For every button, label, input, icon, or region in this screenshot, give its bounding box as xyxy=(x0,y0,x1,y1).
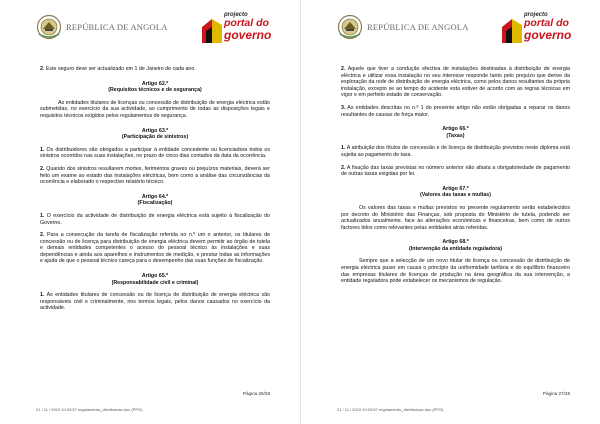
paragraph-text: As entidades titulares de licenças ou concessão de distribuição de energia eléctrica estão submetidas, no exercício da sua actividade, ao cumprimento de todas as disposições legais e requisitos técnicos exigidos pelos regulamentos de segurança. xyxy=(40,99,270,119)
republic-title: REPÚBLICA DE ANGOLA xyxy=(66,22,168,32)
paragraph xyxy=(341,205,570,231)
paragraph-text: Quando dos sinistros resultarem mortes, ferimentos graves ou prejuízos materiais, deverá ser feito um exame ao estado das instalações eléctricas, bem como a análise das circunstâncias da ocorrência e elaborado o respectivo relatório técnico. xyxy=(40,165,270,186)
paragraph xyxy=(40,66,270,73)
article-heading xyxy=(40,81,270,94)
article-title: (Participação de sinistros) xyxy=(121,134,189,141)
page-number: Página 27/28 xyxy=(542,391,570,396)
article-heading xyxy=(40,273,270,286)
paragraph-number: 1. xyxy=(341,145,346,152)
paragraph-text: Os distribuidores são obrigados a participar à entidade concedente ou licenciadora todos os sinistros ocorridos nas suas instalações, no prazo de cinco dias contados da data da ocorrência. xyxy=(40,146,270,160)
article-number: Artigo 68.º xyxy=(442,239,469,246)
article-heading xyxy=(341,239,570,252)
article-title: (Intervenção da entidade reguladora) xyxy=(408,245,502,252)
paragraph xyxy=(40,292,270,312)
paragraph-text: Sempre que a selecção de um novo titular de licença ou concessão de distribuição de energia eléctrica puser em causa o princípio da uniformidade tarifária e do equilíbrio financeiro das empresas titulares de licenças de produção na área geográfica da sua intervenção, a entidade reguladora pode estabelecer os mecanismos de regulação. xyxy=(341,258,570,285)
paragraph-text: O exercício da actividade de distribuição de energia eléctrica está sujeito à fiscalização do Governo. xyxy=(40,212,270,226)
document-footer: 21 / 11 / 2010 10:03:57 regulamento_distribuicao.doc (PPG) xyxy=(36,407,143,412)
paragraph xyxy=(341,258,570,284)
paragraph-number: 3. xyxy=(341,104,346,111)
logo-text-small: projecto xyxy=(524,12,548,18)
paragraph-text: A atribuição dos títulos de concessão e de licença de distribuição previstos neste diploma está sujeita ao pagamento de taxa. xyxy=(341,145,570,158)
article-heading xyxy=(40,128,270,141)
paragraph-text: Para a consecução da tarefa de fiscalização referida no n.º um o anterior, os titulares de concessão ou de licença para distribuição de energia eléctrica devem permitir ao órgão de tutela e demais entidades competentes o acesso do pessoal técnico às instalações e suas dependências e ainda aos aparelhos e instrumentos de medição, e prestar todas as informações e ajuda de que o pessoal técnico careça para o desempenho das suas funções de fiscalização. xyxy=(40,232,270,265)
paragraph-number: 2. xyxy=(341,164,346,171)
republic-title: REPÚBLICA DE ANGOLA xyxy=(367,22,469,32)
page-number: Página 26/28 xyxy=(242,391,270,396)
paragraph xyxy=(40,100,270,120)
portal-do-governo-logo xyxy=(502,10,580,46)
logo-text-line1: portal do xyxy=(524,17,569,29)
logo-text-small: projecto xyxy=(224,12,248,18)
article-heading xyxy=(341,126,570,139)
paragraph xyxy=(40,166,270,186)
logo-text-line1: portal do xyxy=(224,17,269,29)
article-title: (Valores das taxas e multas) xyxy=(420,192,491,199)
document-footer: 21 / 11 / 2010 10:03:57 regulamento_distribuicao.doc (PPG) xyxy=(337,407,444,412)
paragraph xyxy=(341,105,570,118)
paragraph xyxy=(40,147,270,160)
paragraph xyxy=(341,66,570,99)
left-page-body xyxy=(40,66,270,318)
portal-do-governo-logo xyxy=(202,10,280,46)
article-title: (Taxas) xyxy=(446,132,465,139)
article-heading xyxy=(341,186,570,199)
logo-mark-icon xyxy=(502,19,522,43)
article-title: (Requisitos técnicos e de segurança) xyxy=(108,87,202,94)
angola-emblem-icon xyxy=(36,14,62,40)
paragraph xyxy=(341,165,570,178)
logo-text-line2: governo xyxy=(224,28,272,42)
article-number: Artigo 64.º xyxy=(141,193,169,200)
paragraph-text: Aquele que tiver a condução efectiva de instalações destinadas à distribuição de energia eléctrica e utilizar essa instalação no seu interesse responde tanto pelo prejuízo que derive da exploração da rede de distribuição de energia eléctrica, como pelos danos resultantes da própria instalação, excepto se ao tempo do acidente esta estiver de acordo com as regras técnicas em vigor e em perfeito estado de conservação. xyxy=(341,66,570,99)
right-page xyxy=(300,0,600,424)
paragraph-text: Os valores das taxas e multas previstos no presente regulamento serão estabelecidos por decreto do Ministério das Finanças, sob proposta do Ministério de tutela, podendo ser actualizados anualmente, face às alterações económicas e financeiras, bem como de outros factores tidos como relevantes pelas entidades atrás referidas. xyxy=(341,204,570,231)
page-header xyxy=(337,10,580,46)
article-number: Artigo 66.º xyxy=(442,126,469,133)
right-page-body xyxy=(341,66,570,291)
logo-mark-icon xyxy=(202,19,222,43)
page-header xyxy=(36,10,280,46)
paragraph-number: 2. xyxy=(40,165,45,172)
paragraph-text: As entidades descritas no n.º 1 do presente artigo não estão obrigadas a reparar os danos resultantes de causas de força maior. xyxy=(341,104,570,118)
paragraph-number: 2. xyxy=(341,66,346,72)
paragraph xyxy=(40,213,270,226)
article-number: Artigo 67.º xyxy=(442,185,469,192)
logo-text-line2: governo xyxy=(524,28,572,42)
paragraph-text: As entidades titulares de concessão ou de licença de distribuição de energia eléctrica são responsáveis civil e criminalmente, nos termos legais, pelos danos causados no exercício da actividade. xyxy=(40,292,270,312)
article-number: Artigo 63.º xyxy=(141,127,169,134)
paragraph-number: 2. xyxy=(40,232,45,239)
paragraph-number: 1. xyxy=(40,146,45,153)
article-heading xyxy=(40,194,270,207)
paragraph-number: 2. xyxy=(40,66,45,72)
paragraph-number: 1. xyxy=(40,292,45,299)
paragraph-number: 1. xyxy=(40,212,45,219)
angola-emblem-icon xyxy=(337,14,363,40)
paragraph-text: A fixação das taxas previstas no número anterior não afasta a obrigatoriedade de pagamento de outras taxas exigidas por lei. xyxy=(341,164,570,178)
paragraph-text: Este seguro deve ser actualizado em 1 de Janeiro de cada ano. xyxy=(44,66,196,72)
article-number: Artigo 62.º xyxy=(141,80,169,87)
paragraph xyxy=(341,145,570,158)
paragraph xyxy=(40,232,270,265)
article-number: Artigo 65.º xyxy=(141,273,169,280)
article-title: (Fiscalização) xyxy=(137,200,173,207)
article-title: (Responsabilidade civil e criminal) xyxy=(111,279,199,286)
